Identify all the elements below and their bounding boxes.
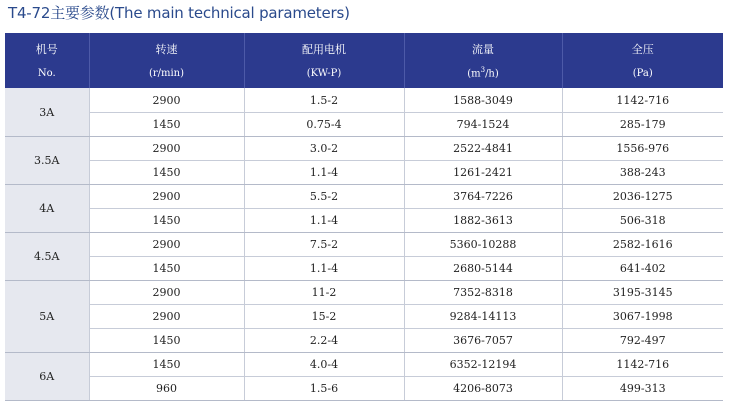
page-title: T4-72主要参数(The main technical parameters)	[8, 4, 350, 22]
header-flow: 流量	[404, 33, 562, 61]
motor-cell: 11-2	[244, 281, 404, 305]
speed-cell: 2900	[89, 185, 244, 209]
motor-cell: 0.75-4	[244, 113, 404, 137]
pressure-cell: 3067-1998	[562, 305, 723, 329]
flow-cell: 4206-8073	[404, 377, 562, 401]
table-row	[5, 281, 723, 305]
motor-cell: 15-2	[244, 305, 404, 329]
motor-cell: 1.1-4	[244, 209, 404, 233]
flow-cell: 7352-8318	[404, 281, 562, 305]
speed-cell: 960	[89, 377, 244, 401]
table-row	[5, 161, 723, 185]
flow-cell: 2680-5144	[404, 257, 562, 281]
flow-cell: 5360-10288	[404, 233, 562, 257]
motor-cell: 1.5-2	[244, 88, 404, 113]
speed-cell: 1450	[89, 353, 244, 377]
speed-cell: 2900	[89, 137, 244, 161]
flow-cell: 1882-3613	[404, 209, 562, 233]
table-row	[5, 233, 723, 257]
header-pressure: 全压	[562, 33, 723, 61]
pressure-cell: 2582-1616	[562, 233, 723, 257]
flow-cell: 1588-3049	[404, 88, 562, 113]
flow-unit-post: /h)	[485, 68, 499, 80]
table-row	[5, 353, 723, 377]
flow-cell: 3676-7057	[404, 329, 562, 353]
pressure-cell: 2036-1275	[562, 185, 723, 209]
table-row	[5, 209, 723, 233]
pressure-cell: 792-497	[562, 329, 723, 353]
model-cell: 4A	[5, 185, 89, 233]
header-speed: 转速	[89, 33, 244, 61]
model-cell: 3A	[5, 88, 89, 137]
pressure-cell: 3195-3145	[562, 281, 723, 305]
motor-cell: 1.5-6	[244, 377, 404, 401]
pressure-cell: 388-243	[562, 161, 723, 185]
speed-cell: 1450	[89, 113, 244, 137]
header-motor: 配用电机	[244, 33, 404, 61]
pressure-cell: 285-179	[562, 113, 723, 137]
motor-cell: 3.0-2	[244, 137, 404, 161]
motor-cell: 1.1-4	[244, 257, 404, 281]
header-pressure-unit: (Pa)	[562, 61, 723, 88]
table-header	[5, 33, 723, 88]
pressure-cell: 506-318	[562, 209, 723, 233]
table-row	[5, 257, 723, 281]
table-body	[5, 88, 723, 401]
speed-cell: 1450	[89, 209, 244, 233]
table-row	[5, 377, 723, 401]
model-cell: 6A	[5, 353, 89, 401]
pressure-cell: 1142-716	[562, 353, 723, 377]
table-row	[5, 329, 723, 353]
flow-cell: 3764-7226	[404, 185, 562, 209]
flow-cell: 1261-2421	[404, 161, 562, 185]
header-model: 机号	[35, 42, 58, 56]
model-cell: 4.5A	[5, 233, 89, 281]
parameters-table	[5, 33, 723, 401]
header-speed-unit: (r/min)	[89, 61, 244, 88]
speed-cell: 2900	[89, 305, 244, 329]
flow-cell: 9284-14113	[404, 305, 562, 329]
speed-cell: 2900	[89, 88, 244, 113]
pressure-cell: 641-402	[562, 257, 723, 281]
flow-cell: 6352-12194	[404, 353, 562, 377]
table-row	[5, 305, 723, 329]
flow-unit-superscript: 3	[480, 66, 486, 75]
header-motor-unit: (KW-P)	[244, 61, 404, 88]
motor-cell: 4.0-4	[244, 353, 404, 377]
motor-cell: 2.2-4	[244, 329, 404, 353]
motor-cell: 7.5-2	[244, 233, 404, 257]
header-model-en: No.	[37, 67, 56, 79]
pressure-cell: 1556-976	[562, 137, 723, 161]
flow-unit-pre: (m	[467, 68, 481, 80]
pressure-cell: 499-313	[562, 377, 723, 401]
table-row	[5, 113, 723, 137]
speed-cell: 1450	[89, 329, 244, 353]
motor-cell: 5.5-2	[244, 185, 404, 209]
speed-cell: 1450	[89, 257, 244, 281]
speed-cell: 1450	[89, 161, 244, 185]
speed-cell: 2900	[89, 233, 244, 257]
table-row	[5, 88, 723, 113]
table-row	[5, 137, 723, 161]
motor-cell: 1.1-4	[244, 161, 404, 185]
speed-cell: 2900	[89, 281, 244, 305]
pressure-cell: 1142-716	[562, 88, 723, 113]
flow-cell: 2522-4841	[404, 137, 562, 161]
header-flow-unit	[404, 61, 562, 88]
table-row	[5, 185, 723, 209]
flow-cell: 794-1524	[404, 113, 562, 137]
model-cell: 5A	[5, 281, 89, 353]
model-cell: 3.5A	[5, 137, 89, 185]
